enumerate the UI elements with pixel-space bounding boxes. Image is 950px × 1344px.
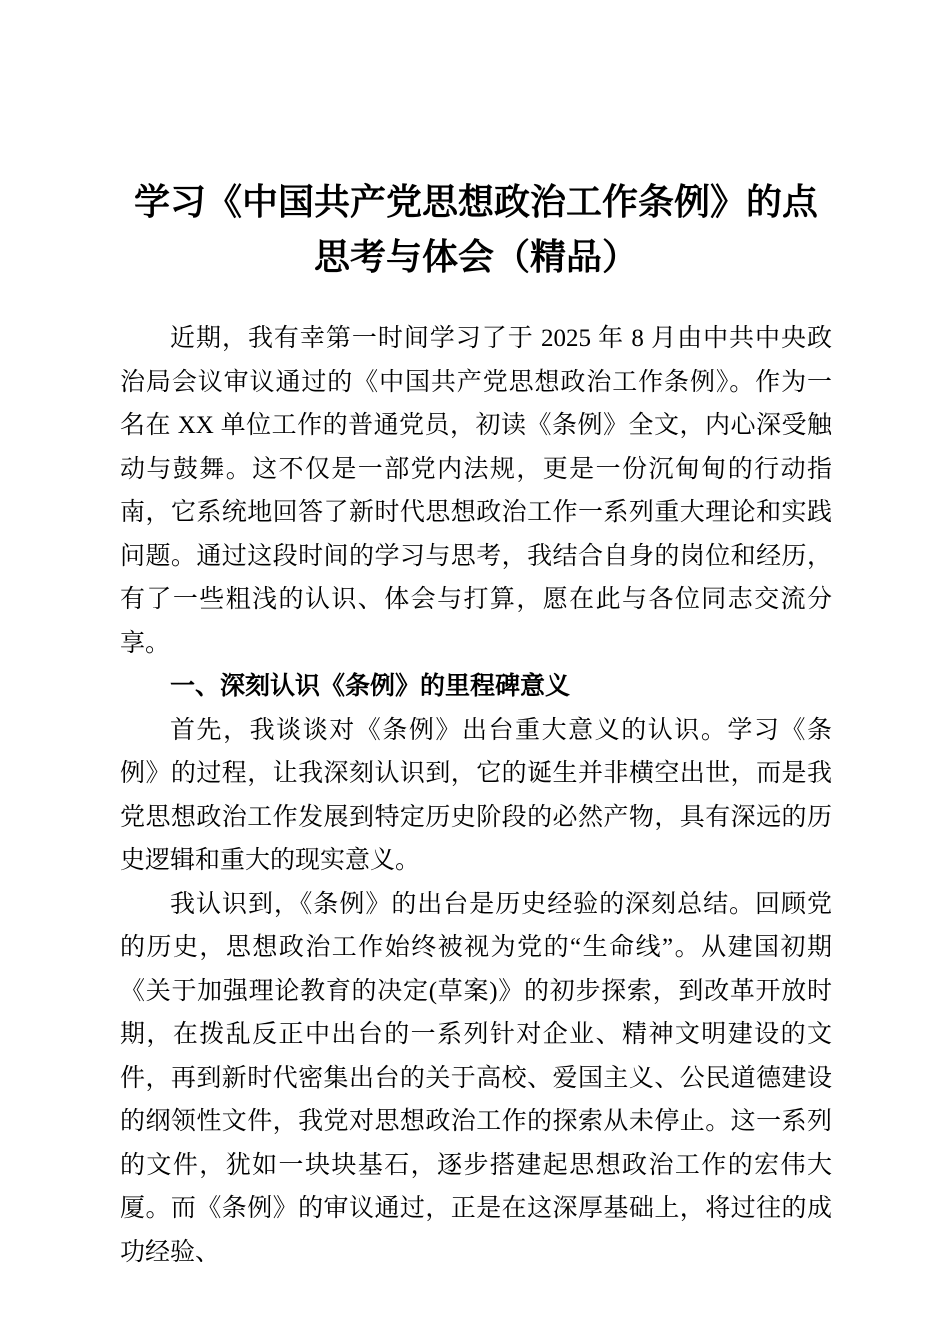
paragraph-significance: 首先，我谈谈对《条例》出台重大意义的认识。学习《条例》的过程，让我深刻认识到，它的诞生并非横空出世，而是我党思想政治工作发展到特定历史阶段的必然产物，具有深远的历史逻辑和重大的现实意义。: [120, 716, 832, 874]
paragraph-intro: 近期，我有幸第一时间学习了于 2025 年 8 月由中共中央政治局会议审议通过的《中国共产党思想政治工作条例》。作为一名在 XX 单位工作的普通党员，初读《条例》全文，内心深受触动与鼓舞。这不仅是一部党内法规，更是一份沉甸甸的行动指南，它系统地回答了新时代思想政治工作一系列重大理论和实践问题。通过这段时间的学习与思考，我结合自身的岗位和经历，有了一些粗浅的认识、体会与打算，愿在此与各位同志交流分享。: [120, 325, 832, 657]
document-title: [120, 175, 832, 285]
section-heading-1: 一、深刻认识《条例》的里程碑意义: [170, 672, 571, 700]
paragraph-history: 我认识到，《条例》的出台是历史经验的深刻总结。回顾党的历史，思想政治工作始终被视为党的“生命线”。从建国初期《关于加强理论教育的决定(草案)》的初步探索，到改革开放时期，在拨乱反正中出台的一系列针对企业、精神文明建设的文件，再到新时代密集出台的关于高校、爱国主义、公民道德建设的纲领性文件，我党对思想政治工作的探索从未停止。这一系列的文件，犹如一块块基石，逐步搭建起思想政治工作的宏伟大厦。而《条例》的审议通过，正是在这深厚基础上，将过往的成功经验、: [120, 890, 832, 1266]
title-line-1: 学习《中国共产党思想政治工作条例》的点: [133, 182, 818, 222]
title-line-2: 思考与体会（精品）: [313, 237, 638, 277]
